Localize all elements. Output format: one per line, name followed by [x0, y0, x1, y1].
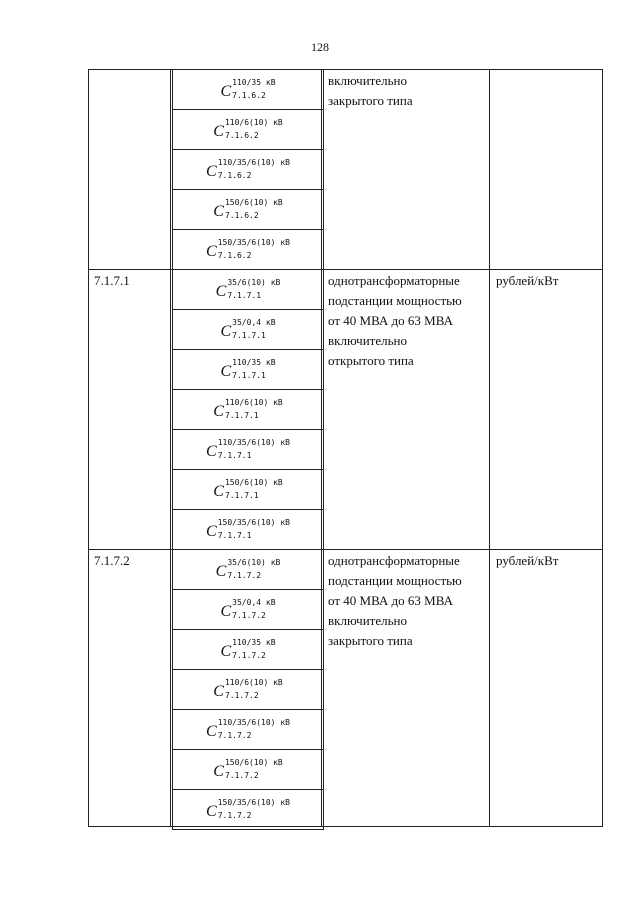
cost-symbol	[206, 438, 290, 461]
symbol-letter: C	[213, 683, 224, 700]
cost-code-cell	[172, 669, 324, 710]
cost-symbol	[216, 558, 281, 581]
cost-code-cell	[172, 629, 324, 670]
symbol-letter: C	[215, 283, 227, 300]
cost-code-cell	[172, 229, 324, 270]
voltage-superscript: 110/35 кВ	[232, 638, 276, 647]
code-subscript: 7.1.7.2	[217, 811, 252, 820]
cost-symbol	[220, 78, 275, 101]
code-subscript: 7.1.6.2	[232, 91, 266, 100]
code-subscript: 7.1.7.2	[224, 691, 259, 700]
code-subscript: 7.1.7.1	[232, 331, 266, 340]
table-column-border	[170, 69, 171, 826]
code-subscript: 7.1.7.2	[232, 611, 266, 620]
code-subscript: 7.1.7.1	[232, 371, 266, 380]
voltage-superscript: 35/0,4 кВ	[232, 318, 276, 327]
description-line: однотрансформаторные	[328, 273, 460, 288]
cost-code-cell	[172, 189, 324, 230]
voltage-superscript: 150/35/6(10) кВ	[217, 238, 290, 247]
voltage-superscript: 150/35/6(10) кВ	[217, 798, 290, 807]
voltage-superscript: 110/6(10) кВ	[224, 678, 283, 687]
table-row-border	[88, 269, 603, 270]
voltage-superscript: 110/35/6(10) кВ	[217, 158, 290, 167]
voltage-superscript: 110/35/6(10) кВ	[217, 718, 290, 727]
symbol-letter: C	[206, 803, 217, 820]
description-line: от 40 МВА до 63 МВА	[328, 313, 453, 328]
description-line: закрытого типа	[328, 633, 413, 648]
code-subscript: 7.1.6.2	[224, 131, 259, 140]
cost-symbol	[220, 598, 275, 621]
voltage-superscript: 35/6(10) кВ	[227, 278, 281, 287]
section-number: 7.1.7.1	[94, 273, 130, 288]
cost-code-cell	[172, 589, 324, 630]
voltage-superscript: 150/6(10) кВ	[224, 198, 283, 207]
unit-label: рублей/кВт	[496, 553, 559, 568]
section-number: 7.1.7.2	[94, 553, 130, 568]
code-subscript: 7.1.7.1	[227, 291, 262, 300]
cost-symbol	[213, 198, 282, 221]
code-subscript: 7.1.7.1	[217, 451, 252, 460]
symbol-letter: C	[206, 723, 217, 740]
description-line: включительно	[328, 73, 407, 88]
voltage-superscript: 150/6(10) кВ	[224, 478, 283, 487]
table-column-border	[489, 69, 490, 826]
voltage-superscript: 110/35 кВ	[232, 358, 276, 367]
code-subscript: 7.1.6.2	[224, 211, 259, 220]
symbol-letter: C	[206, 243, 217, 260]
cost-code-cell	[172, 149, 324, 190]
code-subscript: 7.1.7.1	[224, 491, 259, 500]
table-column-border	[602, 69, 603, 826]
cost-symbol	[206, 798, 290, 821]
code-subscript: 7.1.7.2	[224, 771, 259, 780]
cost-symbol	[206, 158, 290, 181]
table-row-border	[88, 826, 603, 827]
symbol-letter: C	[220, 643, 232, 660]
description-line: включительно	[328, 333, 407, 348]
code-subscript: 7.1.6.2	[217, 251, 252, 260]
cost-symbol	[220, 358, 275, 381]
section-description	[328, 551, 488, 651]
cost-code-cell	[172, 469, 324, 510]
cost-symbol	[220, 318, 275, 341]
cost-code-cell	[172, 549, 324, 590]
voltage-superscript: 35/0,4 кВ	[232, 598, 276, 607]
voltage-superscript: 150/6(10) кВ	[224, 758, 283, 767]
cost-symbol	[206, 718, 290, 741]
table-row-border	[88, 549, 603, 550]
voltage-superscript: 110/35/6(10) кВ	[217, 438, 290, 447]
description-line: от 40 МВА до 63 МВА	[328, 593, 453, 608]
cost-code-cell	[172, 309, 324, 350]
cost-symbol	[220, 638, 275, 661]
cost-symbol	[213, 398, 282, 421]
description-line: подстанции мощностью	[328, 573, 462, 588]
symbol-letter: C	[220, 323, 232, 340]
symbol-letter: C	[213, 763, 224, 780]
description-line: включительно	[328, 613, 407, 628]
cost-symbol	[213, 758, 282, 781]
description-line: однотрансформаторные	[328, 553, 460, 568]
voltage-superscript: 110/6(10) кВ	[224, 118, 283, 127]
cost-symbol	[206, 518, 290, 541]
description-line: открытого типа	[328, 353, 414, 368]
cost-code-cell	[172, 349, 324, 390]
cost-code-cell	[172, 789, 324, 830]
code-subscript: 7.1.7.2	[217, 731, 252, 740]
cost-symbol	[213, 478, 282, 501]
code-subscript: 7.1.7.1	[224, 411, 259, 420]
voltage-superscript: 110/35 кВ	[232, 78, 276, 87]
symbol-letter: C	[220, 83, 232, 100]
symbol-letter: C	[206, 163, 217, 180]
section-description	[328, 71, 488, 111]
cost-code-cell	[172, 69, 324, 110]
cost-code-cell	[172, 709, 324, 750]
section-description	[328, 271, 488, 371]
cost-symbol	[206, 238, 290, 261]
voltage-superscript: 35/6(10) кВ	[227, 558, 281, 567]
description-line: закрытого типа	[328, 93, 413, 108]
symbol-letter: C	[220, 363, 232, 380]
cost-code-cell	[172, 749, 324, 790]
code-subscript: 7.1.7.2	[232, 651, 266, 660]
cost-symbol	[213, 118, 282, 141]
table-top-border	[88, 69, 603, 70]
symbol-letter: C	[215, 563, 227, 580]
symbol-letter: C	[220, 603, 232, 620]
cost-symbol	[216, 278, 281, 301]
code-subscript: 7.1.7.1	[217, 531, 252, 540]
symbol-letter: C	[206, 443, 217, 460]
cost-symbol	[213, 678, 282, 701]
code-subscript: 7.1.7.2	[227, 571, 262, 580]
symbol-letter: C	[213, 483, 224, 500]
symbol-letter: C	[206, 523, 217, 540]
cost-code-cell	[172, 509, 324, 550]
page-number: 128	[311, 40, 329, 54]
cost-code-cell	[172, 109, 324, 150]
code-subscript: 7.1.6.2	[217, 171, 252, 180]
table-column-border	[88, 69, 89, 826]
cost-code-cell	[172, 389, 324, 430]
symbol-letter: C	[213, 403, 224, 420]
symbol-letter: C	[213, 203, 224, 220]
cost-code-cell	[172, 269, 324, 310]
description-line: подстанции мощностью	[328, 293, 462, 308]
voltage-superscript: 150/35/6(10) кВ	[217, 518, 290, 527]
symbol-letter: C	[213, 123, 224, 140]
cost-code-cell	[172, 429, 324, 470]
unit-label: рублей/кВт	[496, 273, 559, 288]
voltage-superscript: 110/6(10) кВ	[224, 398, 283, 407]
